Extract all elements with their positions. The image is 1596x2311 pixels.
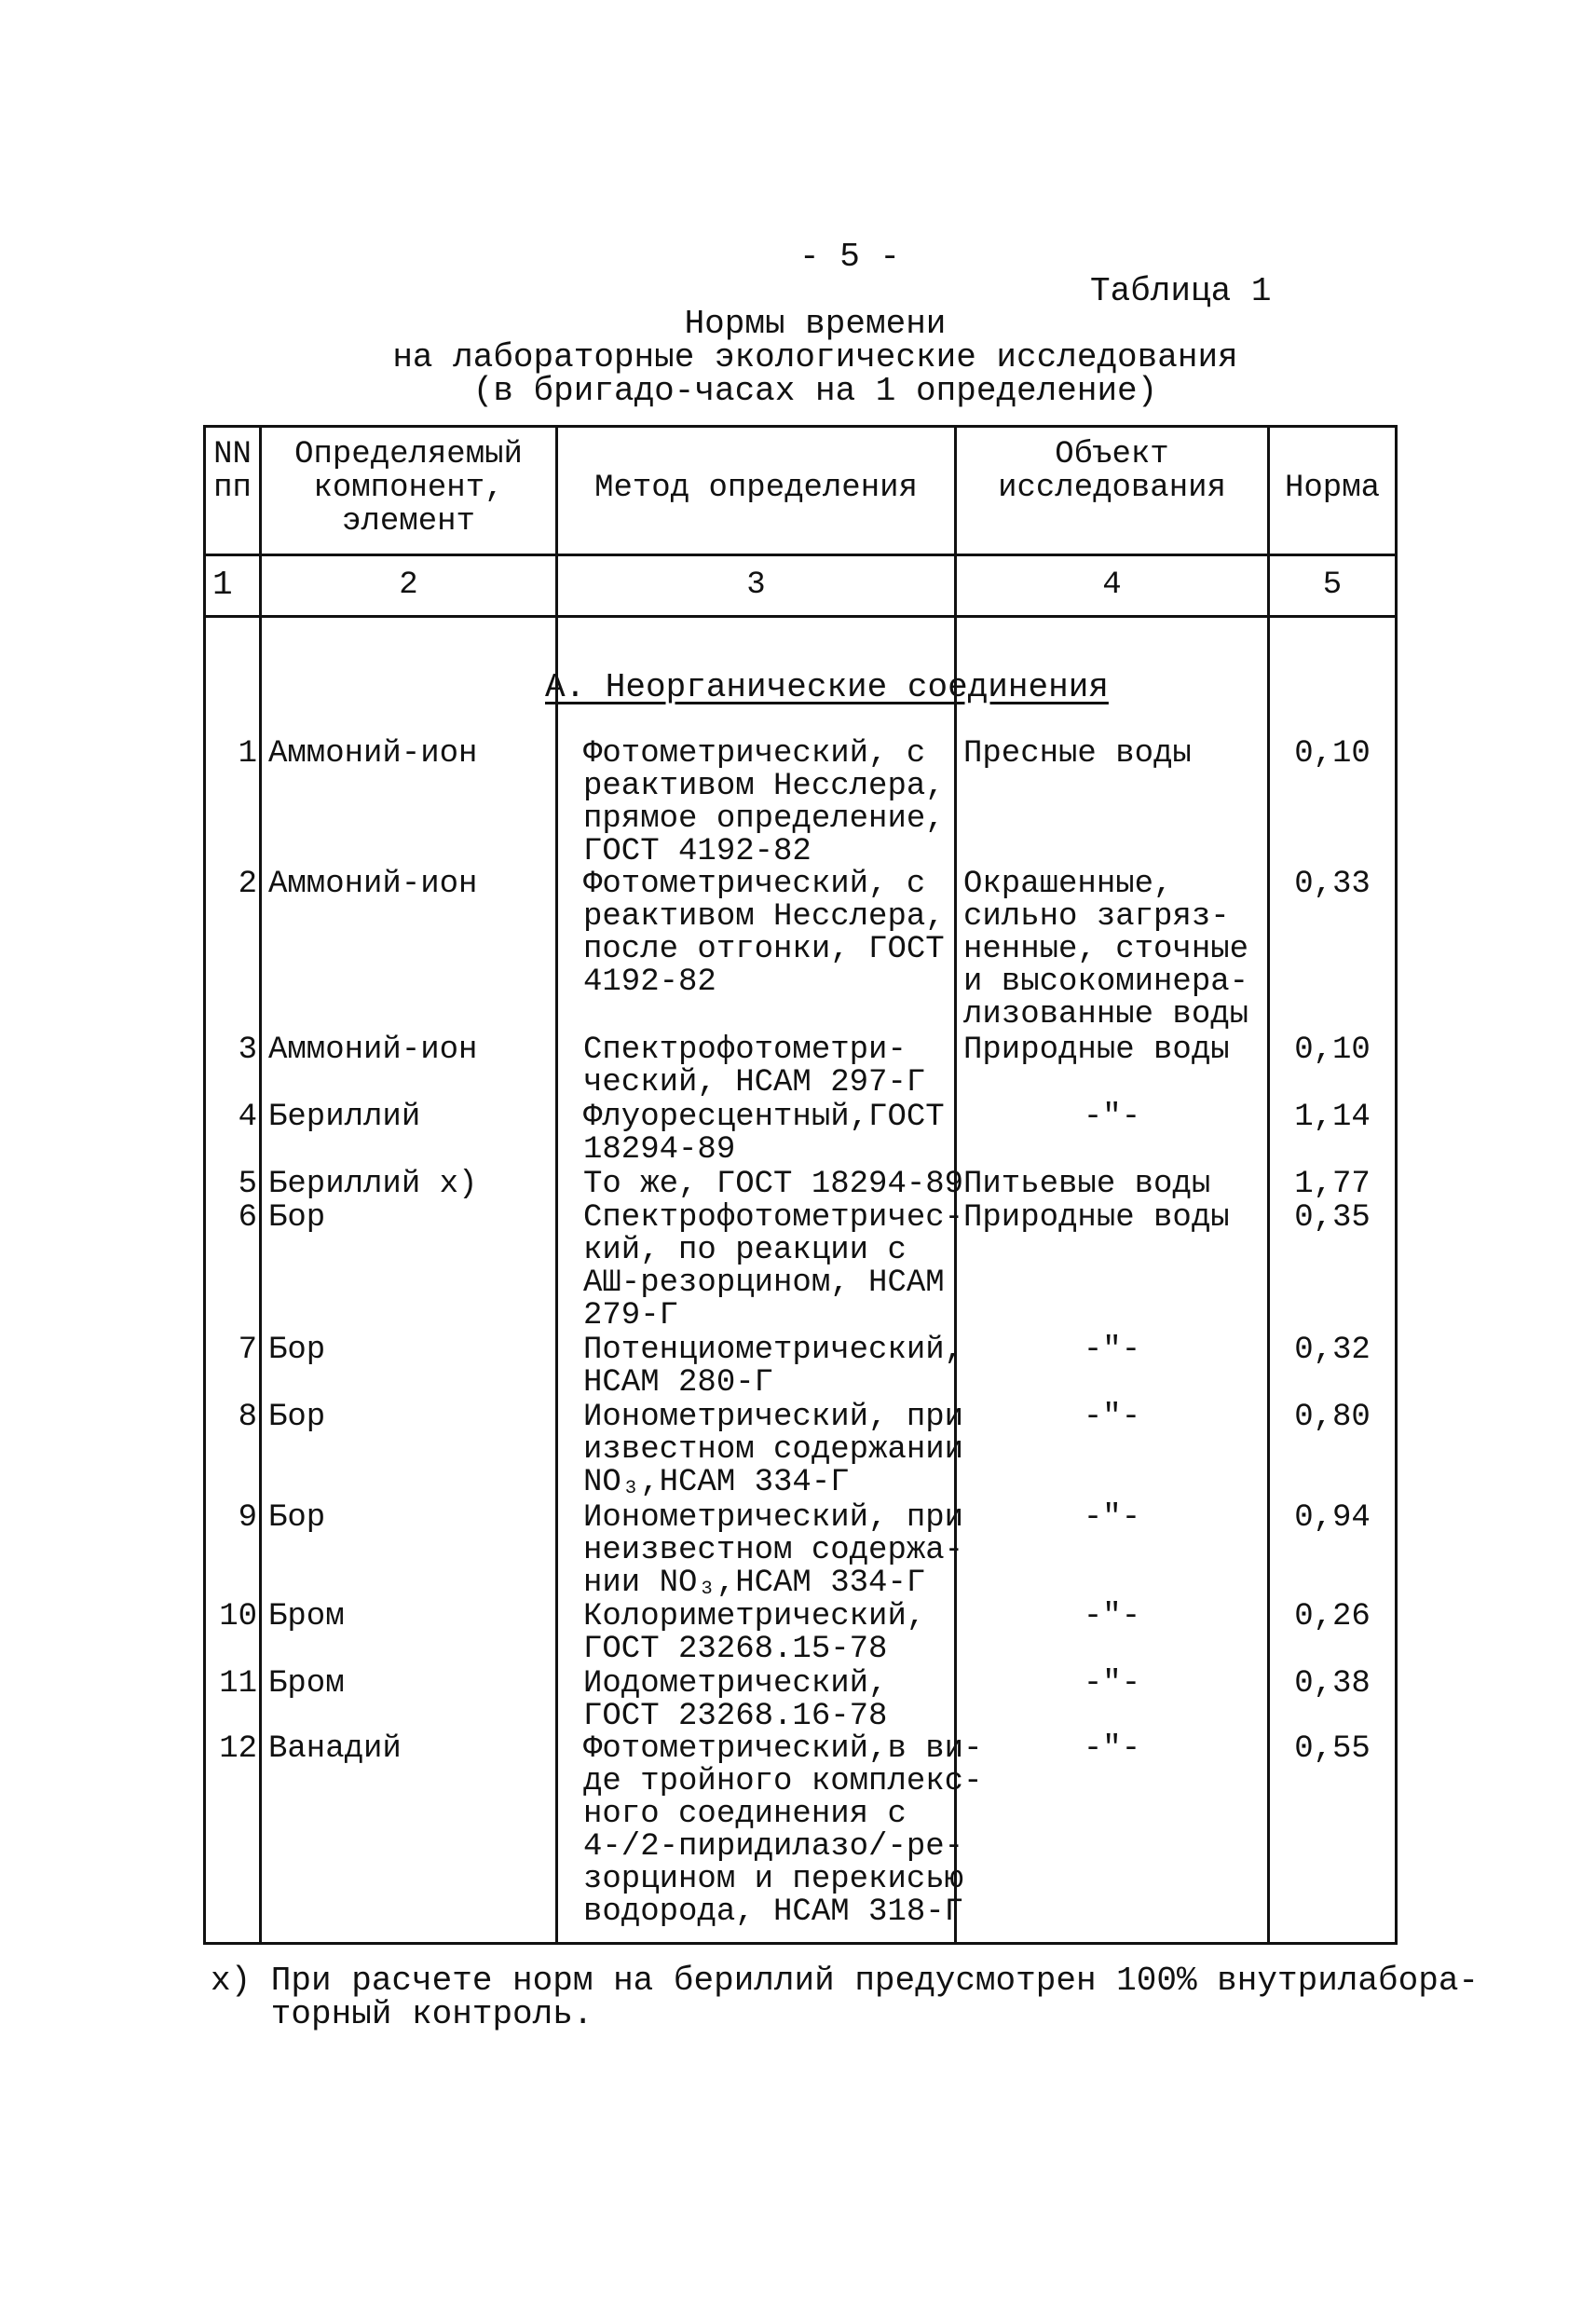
row-component: Бор (268, 1500, 326, 1536)
row-method-line: Фотометрический, с (583, 736, 926, 772)
row-norm: 1,14 (1294, 1100, 1371, 1135)
row-method-line: де тройного комплекс- (583, 1764, 983, 1799)
row-method-line: АШ-резорцином, НСАМ (583, 1265, 945, 1301)
row-method-line: нии NO₃,НСАМ 334-Г (583, 1566, 926, 1601)
col-number-2: 2 (399, 567, 418, 603)
title-line-3: (в бригадо-часах на 1 определение) (472, 372, 1158, 410)
row-norm: 0,26 (1294, 1599, 1371, 1634)
row-method-line: Флуоресцентный,ГОСТ (583, 1100, 945, 1135)
section-title: А. Неорганические соединения (545, 668, 1109, 706)
row-object-line: и высокоминера- (963, 964, 1249, 1000)
header-method: Метод определения (594, 471, 918, 506)
row-number: 12 (219, 1731, 257, 1767)
row-object-line: -"- (1083, 1731, 1141, 1767)
row-method-line: известном содержании (583, 1432, 964, 1468)
row-number: 7 (238, 1333, 257, 1368)
row-number: 8 (238, 1400, 257, 1435)
row-method-line: 4-/2-пиридилазо/-ре- (583, 1829, 964, 1865)
row-object-line: -"- (1083, 1400, 1141, 1435)
row-object-line: Окрашенные, (963, 867, 1173, 902)
row-component: Бром (268, 1666, 345, 1702)
col-line-0 (203, 425, 206, 1945)
row-object-line: сильно загряз- (963, 899, 1230, 935)
title-line-1: Нормы времени (684, 305, 947, 343)
row-method-line: ГОСТ 23268.16-78 (583, 1699, 888, 1734)
row-object-line: -"- (1083, 1599, 1141, 1634)
row-method-line: ческий, НСАМ 297-Г (583, 1065, 926, 1101)
col-number-4: 4 (1102, 567, 1122, 603)
row-object-line: -"- (1083, 1333, 1141, 1368)
row-number: 1 (238, 736, 257, 772)
col-line-5 (1395, 425, 1398, 1945)
col-line-2 (555, 425, 558, 1945)
row-method-line: зорцином и перекисью (583, 1862, 964, 1897)
row-object-line: -"- (1083, 1100, 1141, 1135)
row-object-line: Пресные воды (963, 736, 1192, 772)
row-method-line: То же, ГОСТ 18294-89 (583, 1167, 964, 1202)
row-component: Бор (268, 1333, 326, 1368)
row-method-line: НСАМ 280-Г (583, 1365, 774, 1401)
row-norm: 1,77 (1294, 1167, 1371, 1202)
row-object-line: -"- (1083, 1500, 1141, 1536)
row-method-line: Потенциометрический, (583, 1333, 964, 1368)
header-norm: Норма (1284, 471, 1381, 506)
header-divider (203, 554, 1398, 556)
row-norm: 0,55 (1294, 1731, 1371, 1767)
row-method-line: Ионометрический, при (583, 1400, 964, 1435)
row-method-line: Иодометрический, (583, 1666, 888, 1702)
column-number-divider (203, 615, 1398, 618)
row-component: Бром (268, 1599, 345, 1634)
row-method-line: неизвестном содержа- (583, 1533, 964, 1568)
row-number: 3 (238, 1032, 257, 1068)
row-norm: 0,10 (1294, 1032, 1371, 1068)
row-method-line: Фотометрический, с (583, 867, 926, 902)
row-number: 11 (219, 1666, 257, 1702)
row-norm: 0,35 (1294, 1200, 1371, 1236)
row-method-line: 4192-82 (583, 964, 716, 1000)
footnote-line-1: x) При расчете норм на бериллий предусмотрен 100% внутрилабора- (211, 1962, 1480, 2000)
row-number: 10 (219, 1599, 257, 1634)
row-component: Бериллий x) (268, 1167, 478, 1202)
row-number: 9 (238, 1500, 257, 1536)
row-method-line: Ионометрический, при (583, 1500, 964, 1536)
row-method-line: Спектрофотометри- (583, 1032, 907, 1068)
row-component: Бор (268, 1400, 326, 1435)
table-label: Таблица 1 (1090, 272, 1272, 310)
row-method-line: Спектрофотометричес- (583, 1200, 964, 1236)
table-top-border (203, 425, 1398, 428)
page-number: - 5 - (799, 238, 901, 276)
row-method-line: Колориметрический, (583, 1599, 926, 1634)
row-method-line: ного соединения с (583, 1797, 907, 1832)
row-number: 5 (238, 1167, 257, 1202)
row-number: 2 (238, 867, 257, 902)
row-component: Аммоний-ион (268, 1032, 478, 1068)
row-component: Бор (268, 1200, 326, 1236)
title-line-2: на лабораторные экологические исследования (392, 338, 1238, 376)
row-object-line: ненные, сточные (963, 932, 1249, 967)
table-bottom-border (203, 1942, 1398, 1945)
row-number: 4 (238, 1100, 257, 1135)
row-method-line: ГОСТ 4192-82 (583, 834, 812, 869)
row-method-line: NO₃,НСАМ 334-Г (583, 1465, 850, 1500)
row-object-line: -"- (1083, 1666, 1141, 1702)
row-component: Бериллий (268, 1100, 421, 1135)
row-method-line: водорода, НСАМ 318-Г (583, 1894, 964, 1930)
row-object-line: Природные воды (963, 1200, 1230, 1236)
row-method-line: после отгонки, ГОСТ (583, 932, 945, 967)
row-norm: 0,38 (1294, 1666, 1371, 1702)
row-object-line: лизованные воды (963, 997, 1249, 1032)
row-method-line: 279-Г (583, 1298, 679, 1333)
row-component: Ванадий (268, 1731, 402, 1767)
col-number-3: 3 (746, 567, 766, 603)
row-norm: 0,80 (1294, 1400, 1371, 1435)
col-number-1: 1 (212, 566, 233, 604)
row-component: Аммоний-ион (268, 736, 478, 772)
col-line-1 (259, 425, 262, 1945)
row-norm: 0,33 (1294, 867, 1371, 902)
row-component: Аммоний-ион (268, 867, 478, 902)
row-method-line: ГОСТ 23268.15-78 (583, 1632, 888, 1667)
row-method-line: Фотометрический,в ви- (583, 1731, 983, 1767)
footnote-line-2: торный контроль. (211, 1995, 593, 2033)
row-method-line: реактивом Несслера, (583, 899, 945, 935)
row-object-line: Питьевые воды (963, 1167, 1211, 1202)
row-norm: 0,32 (1294, 1333, 1371, 1368)
row-object-line: Природные воды (963, 1032, 1230, 1068)
row-method-line: кий, по реакции с (583, 1233, 907, 1268)
row-method-line: прямое определение, (583, 801, 945, 837)
row-norm: 0,10 (1294, 736, 1371, 772)
row-norm: 0,94 (1294, 1500, 1371, 1536)
col-number-5: 5 (1322, 567, 1343, 603)
row-number: 6 (238, 1200, 257, 1236)
row-method-line: реактивом Несслера, (583, 769, 945, 804)
row-method-line: 18294-89 (583, 1132, 736, 1168)
